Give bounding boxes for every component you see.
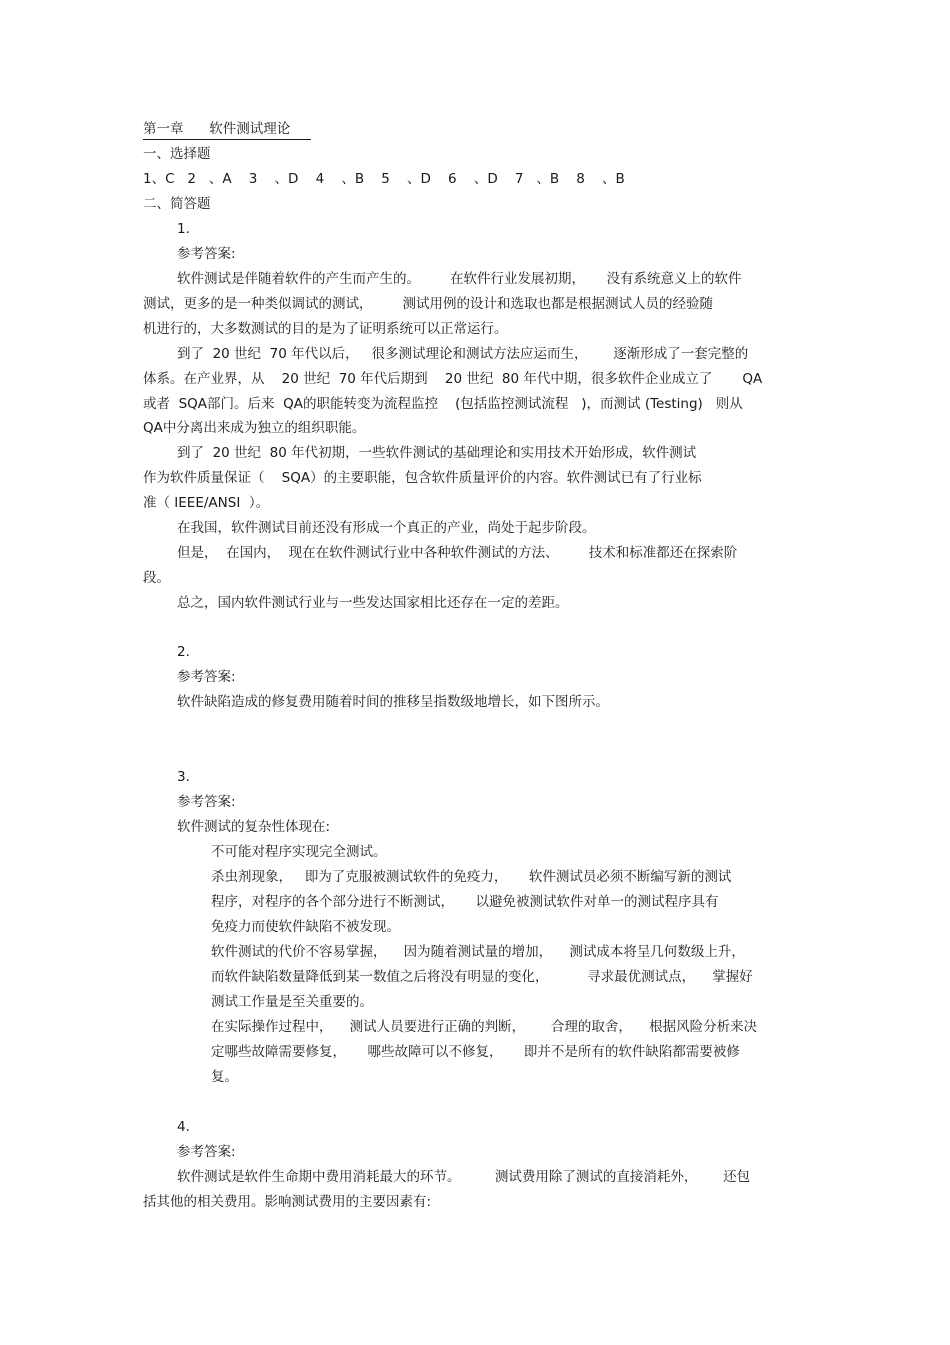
q1-line: 总之，国内软件测试行业与一些发达国家相比还存在一定的差距。	[177, 595, 569, 611]
chapter-title-underline	[143, 139, 311, 140]
q2-line: 软件缺陷造成的修复费用随着时间的推移呈指数级地增长，如下图所示。	[177, 694, 609, 710]
q4-number: 4.	[177, 1119, 190, 1135]
chapter-title: 第一章 软件测试理论	[143, 121, 291, 137]
q1-line: 测试，更多的是一种类似调试的测试， 测试用例的设计和选取也都是根据测试人员的经验随	[143, 296, 714, 312]
q2-ref-label: 参考答案:	[177, 669, 236, 685]
q3-line: 在实际操作过程中， 测试人员要进行正确的判断， 合理的取舍， 根据风险分析来决	[211, 1019, 758, 1035]
q1-line: 体系。在产业界，从 20 世纪 70 年代后期到 20 世纪 80 年代中期，很多软件企业成立了 QA	[143, 371, 763, 387]
q3-line: 软件测试的代价不容易掌握， 因为随着测试量的增加， 测试成本将呈几何数级上升，	[211, 944, 745, 960]
q4-line: 括其他的相关费用。影响测试费用的主要因素有:	[143, 1194, 432, 1210]
q1-line: 到了 20 世纪 70 年代以后， 很多测试理论和测试方法应运而生， 逐渐形成了一套完整的	[177, 346, 749, 362]
section-heading-short: 二、简答题	[143, 196, 211, 212]
q3-intro: 软件测试的复杂性体现在:	[177, 819, 331, 835]
q1-line: 但是， 在国内， 现在在软件测试行业中各种软件测试的方法、 技术和标准都还在探索阶	[177, 545, 738, 561]
q3-line: 测试工作量是至关重要的。	[211, 994, 373, 1010]
q1-line: 准（ IEEE/ANSI ）。	[143, 495, 270, 511]
q3-line: 复。	[211, 1069, 238, 1085]
q1-line: 段。	[143, 570, 170, 586]
q3-ref-label: 参考答案:	[177, 794, 236, 810]
q1-line: 或者 SQA部门。后来 QA的职能转变为流程监控 (包括监控测试流程 )，而测试 (Testing) 则从	[143, 396, 743, 412]
q3-line: 定哪些故障需要修复， 哪些故障可以不修复， 即并不是所有的软件缺陷都需要被修	[211, 1044, 740, 1060]
q1-line: 在我国，软件测试目前还没有形成一个真正的产业，尚处于起步阶段。	[177, 520, 596, 536]
q4-line: 软件测试是软件生命期中费用消耗最大的环节。 测试费用除了测试的直接消耗外， 还包	[177, 1169, 751, 1185]
q1-line: QA中分离出来成为独立的组织职能。	[143, 420, 366, 436]
section-heading-choice: 一、选择题	[143, 146, 211, 162]
q1-line: 作为软件质量保证（ SQA）的主要职能，包含软件质量评价的内容。软件测试已有了行业标	[143, 470, 702, 486]
q1-line: 软件测试是伴随着软件的产生而产生的。 在软件行业发展初期， 没有系统意义上的软件	[177, 271, 742, 287]
q3-line: 杀虫剂现象， 即为了克服被测试软件的免疫力， 软件测试员必须不断编写新的测试	[211, 869, 732, 885]
q1-ref-label: 参考答案:	[177, 246, 236, 262]
q1-line: 到了 20 世纪 80 年代初期，一些软件测试的基础理论和实用技术开始形成，软件测试	[177, 445, 697, 461]
q1-number: 1.	[177, 221, 190, 237]
q3-line: 不可能对程序实现完全测试。	[211, 844, 387, 860]
q4-ref-label: 参考答案:	[177, 1144, 236, 1160]
q1-line: 机进行的，大多数测试的目的是为了证明系统可以正常运行。	[143, 321, 508, 337]
q3-number: 3.	[177, 769, 190, 785]
q3-line: 而软件缺陷数量降低到某一数值之后将没有明显的变化， 寻求最优测试点， 掌握好	[211, 969, 753, 985]
choice-answers: 1、C 2 、A 3 、D 4 、B 5 、D 6 、D 7 、B 8 、B	[143, 171, 625, 187]
q3-line: 免疫力而使软件缺陷不被发现。	[211, 919, 400, 935]
q2-number: 2.	[177, 644, 190, 660]
q3-line: 程序，对程序的各个部分进行不断测试， 以避免被测试软件对单一的测试程序具有	[211, 894, 719, 910]
